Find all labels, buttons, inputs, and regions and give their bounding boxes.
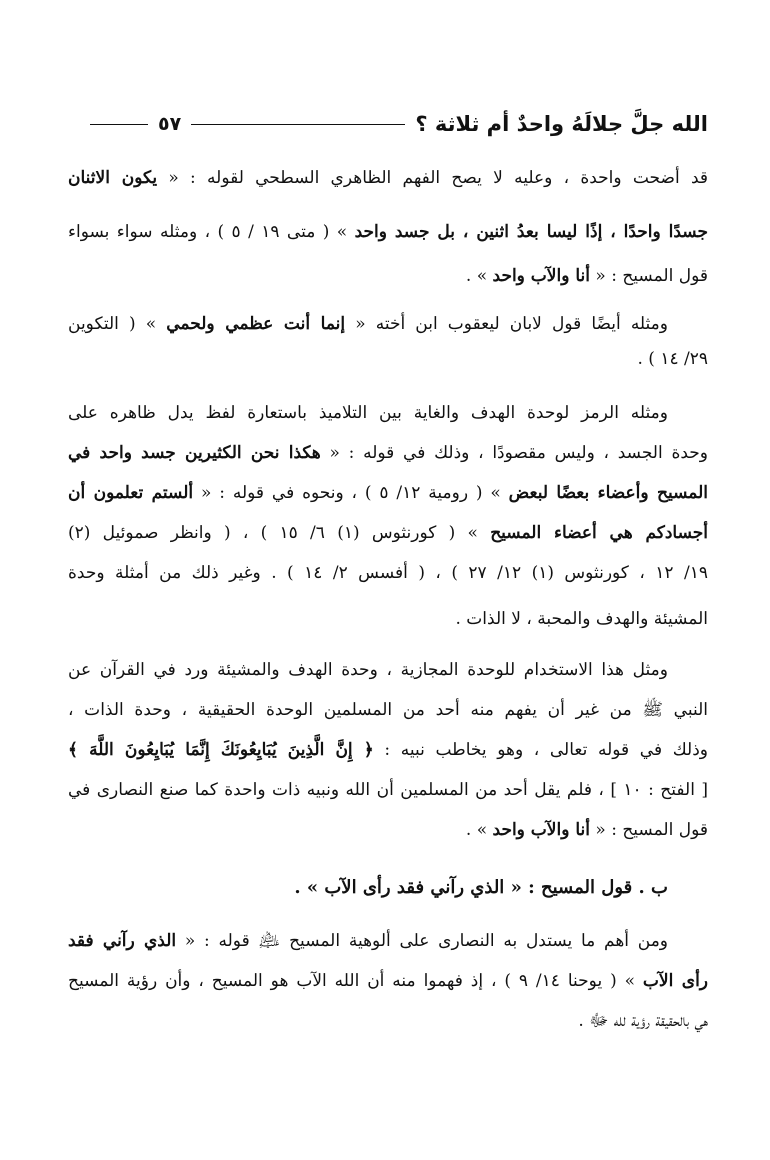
text-run: وذلك في قوله تعالى ، وهو يخاطب نبيه : <box>373 740 708 760</box>
text-run: ومثله أيضًا قول لابان ليعقوب ابن أخته « <box>345 314 669 334</box>
text-run: ومثل هذا الاستخدام للوحدة المجازية ، وحدة الهدف والمشيئة ورد في القرآن عن <box>68 660 668 680</box>
text-line <box>68 770 708 810</box>
bold-quote: ب . قول المسيح : « الذي رآني فقد رأى الآب » . <box>294 877 668 898</box>
text-line <box>68 304 708 344</box>
text-line <box>68 256 708 296</box>
text-run: » ( رومية ١٢/ ٥ ) ، ونحوه في قوله : « <box>193 483 509 503</box>
running-title: الله جلَّ جلالَهُ واحدٌ أم ثلاثة ؟ <box>415 112 708 136</box>
text-run: المشيئة والهدف والمحبة ، لا الذات . <box>455 609 708 629</box>
text-line <box>68 690 708 730</box>
text-run: ١٩/ ١٢ ، كورنثوس (١) ١٢/ ٢٧ ) ، ( أفسس ٢/ ١٤ ) . وغير ذلك من أمثلة وحدة <box>68 563 708 583</box>
text-run: قد أضحت واحدة ، وعليه لا يصح الفهم الظاهري السطحي لقوله : « <box>157 168 708 188</box>
bold-quote: ألستم تعلمون أن <box>68 483 194 503</box>
text-line <box>68 921 708 961</box>
bold-quote: هكذا نحن الكثيرين جسد واحد في <box>68 443 321 463</box>
text-line <box>68 1001 708 1041</box>
text-line <box>68 393 708 433</box>
header-rule-end <box>90 124 148 125</box>
text-line <box>68 339 708 379</box>
bold-quote: أجسادكم هي أعضاء المسيح <box>490 523 708 543</box>
text-run: هي بالحقيقة رؤية لله ﷻ . <box>578 1011 708 1031</box>
text-line <box>68 473 708 513</box>
header-rule <box>191 124 405 125</box>
bold-quote: أنا والآب واحد <box>492 266 590 286</box>
bold-quote: أنا والآب واحد <box>492 820 590 840</box>
text-run: » ( كورنثوس (١) ٦/ ١٥ ) ، ( وانظر صموئيل (٢) <box>68 523 491 543</box>
text-line <box>68 513 708 553</box>
text-line <box>68 158 708 198</box>
text-line <box>68 433 708 473</box>
bold-quote: إنما أنت عظمي ولحمي <box>166 314 346 334</box>
text-run: قول المسيح : « <box>589 820 708 840</box>
bold-quote: رأى الآب <box>642 971 708 991</box>
text-run: النبي ﷺ من غير أن يفهم منه أحد من المسلمين الوحدة الحقيقية ، وحدة الذات ، <box>68 700 708 720</box>
text-run: [ الفتح : ١٠ ] ، فلم يقل أحد من المسلمين أن الله ونبيه ذات واحدة كما صنع النصارى في <box>68 780 708 800</box>
text-line <box>68 553 708 593</box>
bold-quote: ﴿ إِنَّ الَّذِينَ يُبَايِعُونَكَ إِنَّمَا يُبَايِعُونَ اللَّهَ ﴾ <box>68 740 374 760</box>
text-line <box>68 599 708 639</box>
bold-quote: المسيح وأعضاء بعضًا لبعض <box>508 483 708 503</box>
text-run: » . <box>465 820 493 840</box>
text-line <box>68 961 708 1001</box>
text-run: وحدة الجسد ، وليس مقصودًا ، وذلك في قوله : « <box>320 443 708 463</box>
text-run: » ( متى ١٩ / ٥ ) ، ومثله سواء بسواء <box>68 222 355 242</box>
bold-quote: الذي رآني فقد <box>68 931 177 951</box>
text-line <box>68 212 708 252</box>
text-line <box>68 650 708 690</box>
text-run: » . <box>465 266 493 286</box>
bold-quote: يكون الاثنان <box>68 168 158 188</box>
section-heading <box>68 868 708 908</box>
text-line <box>68 810 708 850</box>
page-header <box>90 106 708 142</box>
text-run: قول المسيح : « <box>589 266 708 286</box>
text-line <box>68 730 708 770</box>
text-run: » ( يوحنا ١٤/ ٩ ) ، إذ فهموا منه أن الله الآب هو المسيح ، وأن رؤية المسيح <box>68 971 643 991</box>
text-run: ومثله الرمز لوحدة الهدف والغاية بين التلاميذ باستعارة لفظ يدل ظاهره على <box>68 403 668 423</box>
text-run: ومن أهم ما يستدل به النصارى على ألوهية المسيح ﵇ قوله : « <box>176 931 669 951</box>
text-run: » ( التكوين <box>68 314 167 334</box>
page-number: ٥٧ <box>158 113 182 135</box>
text-run: ٢٩/ ١٤ ) . <box>637 349 708 369</box>
bold-quote: جسدًا واحدًا ، إذًا ليسا بعدُ اثنين ، بل جسد واحد <box>354 222 708 242</box>
